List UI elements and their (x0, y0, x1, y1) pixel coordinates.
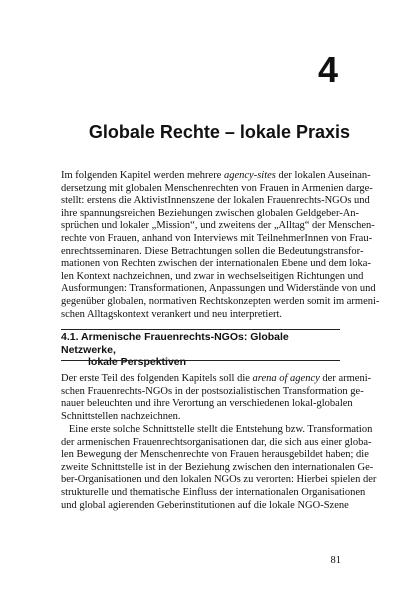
text-line: der armenischen Frauenrechtsorganisationen dar, die sich aus einer globa- (61, 436, 372, 448)
text-line: rechte von Frauen, anhand von Interviews mit TeilnehmerInnen von Frau- (61, 232, 373, 244)
italic-term: agency-sites (223, 170, 276, 181)
text-line: und global agierenden Geberinstitutionen auf die lokale NGO-Szene (61, 499, 349, 511)
text-line: strukturelle und thematische Einfluss der internationalen Organisationen (61, 486, 366, 498)
text-line: Der erste Teil des folgenden Kapitels soll die arena of agency der armeni- (61, 373, 372, 384)
text-line: sprüchen und lokaler „Mission“, und zweitens der „Alltag“ der Menschen- (61, 220, 375, 232)
section-rule-bottom (61, 360, 340, 361)
section-heading-line: 4.1. Armenische Frauenrechts-NGOs: Globale Netzwerke, (61, 331, 289, 356)
text-line: schen Alltagskontext verankert und neu interpretiert. (61, 308, 283, 320)
intro-paragraph (61, 170, 380, 321)
chapter-number: 4 (317, 49, 338, 90)
body-paragraph (61, 373, 372, 423)
text-line: gegenüber globalen, normativen Rechtskonzepten werden somit im armeni- (61, 295, 380, 307)
text-line: enrechtsseminaren. Diese Betrachtungen sollen die Bedeutungstransfor- (61, 245, 364, 257)
text-line: stellt: erstens die AktivistInnenszene der lokalen Frauenrechts-NGOs und (61, 195, 370, 207)
section-rule-top (61, 329, 340, 330)
text-line: ber-Organisationen und den lokalen NGOs zu verorten: Hierbei spielen der (61, 474, 377, 486)
text-line: Im folgenden Kapitel werden mehrere agency-sites der lokalen Auseinan- (61, 170, 371, 181)
section-heading (61, 331, 340, 369)
text-line: Ausformungen: Transformationen, Anpassungen und Widerstände von und (61, 283, 376, 295)
body-paragraph (61, 424, 377, 512)
text-line: len Kontext nachzeichnen, und zwar in wechselseitigen Richtungen und (61, 270, 364, 282)
text-line: mationen von Rechten zwischen der internationalen Ebene und dem loka- (61, 258, 371, 270)
text-line: Schnittstellen nachzeichnen. (61, 410, 181, 422)
text-line: len Bewegung der Menschenrechte von Frauen herausgebildet haben; die (61, 449, 369, 461)
text-line: dersetzung mit globalen Menschenrechten von Frauen in Armenien darge- (61, 182, 373, 194)
text-line: Eine erste solche Schnittstelle stellt die Entstehung bzw. Transformation (61, 424, 373, 435)
italic-term: arena of agency (252, 373, 320, 384)
text-line: zweite Schnittstelle ist in der Beziehung zwischen den internationalen Ge- (61, 461, 374, 473)
page-number: 81 (330, 555, 341, 566)
text-line: ihre spannungsreichen Beziehungen zwischen globalen Geldgeber-An- (61, 207, 360, 219)
section-heading-line: lokale Perspektiven (88, 356, 187, 369)
chapter-title: Globale Rechte – lokale Praxis (88, 122, 350, 142)
text-line: nauer beleuchten und ihre Verortung an verschiedenen lokal-globalen (61, 398, 353, 410)
text-line: schen Frauenrechts-NGOs in der postsozialistischen Transformation ge- (61, 385, 364, 397)
